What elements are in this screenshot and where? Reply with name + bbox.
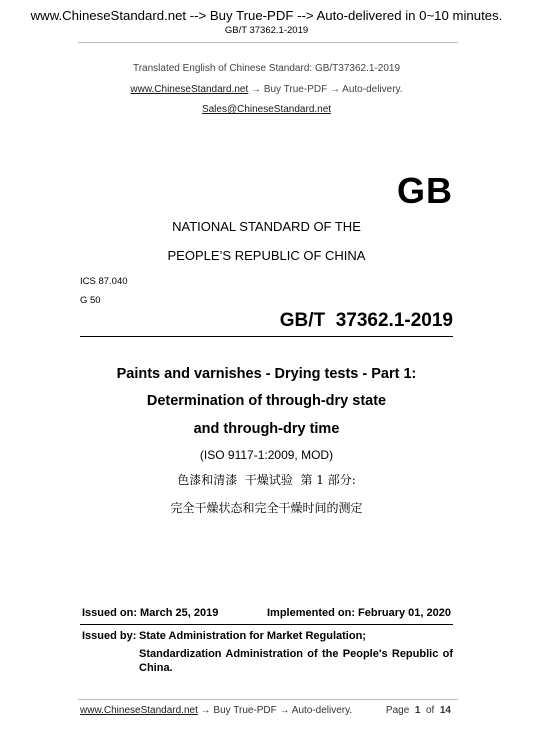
title-zh-line2: 完全干燥状态和完全干燥时间的测定: [170, 501, 363, 515]
footer-divider: [78, 699, 458, 700]
translation-buy-line: [0, 84, 533, 95]
title-en-line1: Paints and varnishes - Drying tests - Part 1:: [116, 366, 417, 382]
translation-line: Translated English of Chinese Standard: GB/T37362.1-2019: [132, 63, 401, 74]
ccs-code: G 50: [80, 295, 101, 306]
page-label: Page: [385, 705, 410, 716]
iso-reference: (ISO 9117-1:2009, MOD): [199, 448, 334, 462]
issued-on-date: Issued on: March 25, 2019: [82, 607, 219, 619]
email-line: [0, 104, 533, 115]
title-en-line2: Determination of through-dry state: [146, 393, 387, 409]
title-zh-line1: 色漆和清漆 干燥试验 第 1 部分:: [177, 473, 356, 487]
dates-rule: [80, 624, 453, 625]
header-banner[interactable]: www.ChineseStandard.net --> Buy True-PDF --> Auto-delivered in 0~10 minutes.: [30, 8, 503, 23]
email-link[interactable]: Sales@ChineseStandard.net: [201, 104, 332, 115]
gb-mark: GB: [397, 170, 453, 211]
issuer-line3: China.: [139, 662, 173, 674]
implemented-on-date: Implemented on: February 01, 2020: [266, 607, 451, 619]
footer-buy-text: → Buy True-PDF → Auto-delivery.: [197, 705, 353, 716]
footer-buy-line: [80, 705, 352, 716]
total-pages: 14: [439, 705, 451, 716]
header-divider: [78, 42, 458, 43]
header-doc-code: GB/T 37362.1-2019: [224, 25, 309, 36]
national-standard-line1: NATIONAL STANDARD OF THE: [172, 219, 361, 234]
title-en-line3: and through-dry time: [193, 421, 340, 437]
ics-code: ICS 87.040: [80, 276, 128, 287]
page-indicator: [386, 705, 451, 716]
issuer-line2: Standardization Administration of the People's Republic of: [139, 648, 453, 660]
page-number: 1: [414, 705, 421, 716]
standard-number: GB/T 37362.1-2019: [279, 310, 453, 331]
buy-text: → Buy True-PDF → Auto-delivery.: [248, 84, 403, 95]
issued-by-label: Issued by:: [82, 630, 137, 642]
issuer-line1: State Administration for Market Regulation;: [139, 630, 366, 642]
of-label: of: [425, 705, 435, 716]
title-rule: [80, 336, 453, 337]
national-standard-line2: PEOPLE’S REPUBLIC OF CHINA: [167, 248, 366, 263]
site-link[interactable]: www.ChineseStandard.net: [130, 84, 249, 95]
footer-site-link[interactable]: www.ChineseStandard.net: [80, 705, 198, 716]
